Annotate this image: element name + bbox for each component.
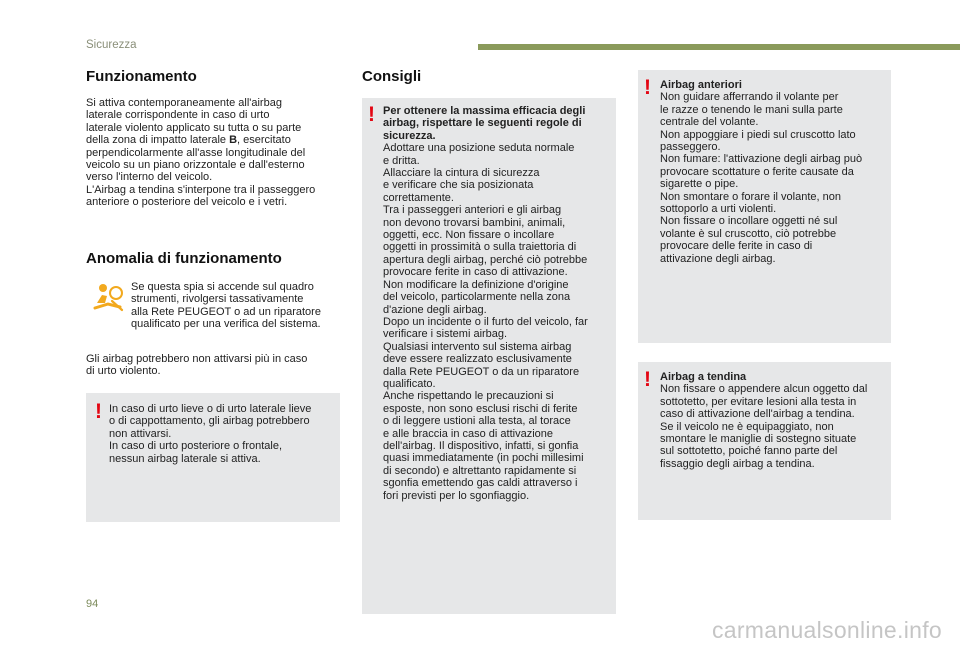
left-warning-text <box>109 403 337 465</box>
text-line: Non fumare: l'attivazione degli airbag può <box>660 153 863 166</box>
text-line: Qualsiasi intervento sul sistema airbag <box>383 340 572 353</box>
text-line: L'Airbag a tendina s'interpone tra il passeggero <box>86 183 316 196</box>
curtain-airbag-text <box>660 371 890 470</box>
text-line: veicolo su un piano orizzontale e dall'esterno <box>86 159 305 172</box>
text-line <box>86 134 346 146</box>
text-line: Se questa spia si accende sul quadro <box>131 281 314 293</box>
text-line: deve essere realizzato esclusivamente <box>383 353 572 366</box>
page-number: 94 <box>86 598 99 610</box>
text-line: e alle braccia in caso di attivazione <box>383 427 553 440</box>
watermark: carmanualsonline.info <box>711 617 942 643</box>
text-line: sottotetto, per evitare lesioni alla testa in <box>660 395 857 408</box>
text-line: dell'airbag. Il dispositivo, infatti, si gonfia <box>383 439 579 452</box>
consigli-heading: Consigli <box>362 68 422 85</box>
text-line: e verificare che sia posizionata <box>383 179 534 192</box>
text-line: Non appoggiare i piedi sul cruscotto lato <box>660 128 856 141</box>
text-line: Tra i passeggeri anteriori e gli airbag <box>383 204 562 217</box>
text-line: provocare ferite in caso di attivazione. <box>383 266 568 279</box>
text-line: anteriore o posteriore del veicolo e i vetri. <box>86 196 288 209</box>
text-line: sicurezza. <box>383 129 436 142</box>
text-line: dalla Rete PEUGEOT o da un riparatore <box>383 365 580 378</box>
text-line: Si attiva contemporaneamente all'airbag <box>86 97 282 109</box>
text-line: Se il veicolo ne è equipaggiato, non <box>660 420 834 433</box>
text-line: Per ottenere la massima efficacia degli <box>383 105 586 117</box>
section-label: Sicurezza <box>86 39 137 51</box>
text-fragment: della zona di impatto laterale <box>86 134 230 147</box>
text-line: oggetti in prossimità o sulla traiettoria di <box>383 241 577 254</box>
text-line: strumenti, rivolgersi tassativamente <box>131 293 304 306</box>
text-line: caso di attivazione dell'airbag a tendina. <box>660 408 855 421</box>
text-line: sigarette o pipe. <box>660 178 739 191</box>
text-line: fissaggio degli airbag a tendina. <box>660 457 815 470</box>
text-line: sottoporlo a urti violenti. <box>660 203 777 216</box>
text-line: Non fissare o appendere alcun oggetto dal <box>660 383 868 396</box>
text-line: perpendicolarmente all'asse longitudinale del <box>86 146 306 159</box>
text-line: Adottare una posizione seduta normale <box>383 142 575 155</box>
text-line: Anche rispettando le precauzioni si <box>383 390 554 403</box>
text-line: e dritta. <box>383 154 420 167</box>
header-accent-bar <box>478 44 960 50</box>
warning-icon: ! <box>368 103 375 126</box>
text-line: Dopo un incidente o il furto del veicolo, far <box>383 315 588 328</box>
warning-icon: ! <box>644 76 651 99</box>
text-line: Allacciare la cintura di sicurezza <box>383 167 540 180</box>
text-line: In caso di urto lieve o di urto laterale lieve <box>109 403 312 415</box>
text-line: del veicolo, particolarmente nella zona <box>383 291 571 304</box>
text-line: qualificato. <box>383 377 436 390</box>
text-line: quasi immediatamente (in pochi millesimi <box>383 452 584 465</box>
text-line: alla Rete PEUGEOT o ad un riparatore <box>131 305 321 318</box>
text-line: qualificato per una verifica del sistema. <box>131 318 321 331</box>
text-line: Gli airbag potrebbero non attivarsi più in caso <box>86 353 308 365</box>
text-line: Non smontare o forare il volante, non <box>660 190 841 203</box>
text-line: fori previsti per lo sgonfiaggio. <box>383 489 530 502</box>
funzionamento-body <box>86 97 346 209</box>
text-line: In caso di urto posteriore o frontale, <box>109 440 283 453</box>
text-line: le razze o tenendo le mani sulla parte <box>660 103 843 116</box>
text-line: verificare i sistemi airbag. <box>383 328 508 341</box>
warning-icon: ! <box>95 400 102 423</box>
text-fragment: , esercitato <box>237 134 291 147</box>
text-line: verso l'interno del veicolo. <box>86 171 213 184</box>
text-line: oggetti, ecc. Non fissare o incollare <box>383 229 555 242</box>
text-line: di urto violento. <box>86 365 161 378</box>
curtain-airbag-title: Airbag a tendina <box>660 371 747 383</box>
text-line: passeggero. <box>660 141 721 154</box>
text-line: laterale violento applicato su tutta o su parte <box>86 121 302 134</box>
text-line: sgonfia emettendo gas caldi attraverso i <box>383 477 578 490</box>
consigli-text <box>383 105 613 502</box>
text-line: non devono trovarsi bambini, animali, <box>383 216 566 229</box>
text-line: apertura degli airbag, perché ciò potrebbe <box>383 253 588 266</box>
text-line: centrale del volante. <box>660 116 759 129</box>
text-line: correttamente. <box>383 191 454 204</box>
text-line: airbag, rispettare le seguenti regole di <box>383 117 582 130</box>
text-line: di secondo) e altrettanto rapidamente si <box>383 464 577 477</box>
text-line: o di cappottamento, gli airbag potrebbero <box>109 415 310 428</box>
text-line: Non guidare afferrando il volante per <box>660 91 839 104</box>
anomalia-heading: Anomalia di funzionamento <box>86 250 282 267</box>
warning-icon: ! <box>644 368 651 391</box>
anomalia-after-text <box>86 353 346 378</box>
text-line: esposte, non sono esclusi rischi di ferite <box>383 402 578 415</box>
zone-b-label: B <box>229 134 238 147</box>
front-airbag-text <box>660 79 888 265</box>
text-line: smontare le maniglie di sostegno situate <box>660 433 857 446</box>
text-line: o di leggere ustioni alla testa, al torace <box>383 415 571 428</box>
text-line: volante è sul cruscotto, ciò potrebbe <box>660 227 837 240</box>
text-line: Non modificare la definizione d'origine <box>383 278 569 291</box>
text-line: attivazione degli airbag. <box>660 252 776 265</box>
text-line: laterale corrispondente in caso di urto <box>86 109 270 122</box>
text-line: d'azione degli airbag. <box>383 303 487 316</box>
front-airbag-title: Airbag anteriori <box>660 79 742 91</box>
airbag-warning-lamp-icon <box>92 281 128 317</box>
text-line: non attivarsi. <box>109 427 172 440</box>
text-line: provocare scottature o ferite causate da <box>660 165 854 178</box>
funzionamento-heading: Funzionamento <box>86 68 197 85</box>
text-line: nessun airbag laterale si attiva. <box>109 452 261 465</box>
text-line: sul sottotetto, poiché fanno parte del <box>660 445 838 458</box>
text-line: provocare delle ferite in caso di <box>660 240 813 253</box>
anomalia-text <box>131 281 346 331</box>
text-line: Non fissare o incollare oggetti né sul <box>660 215 838 228</box>
